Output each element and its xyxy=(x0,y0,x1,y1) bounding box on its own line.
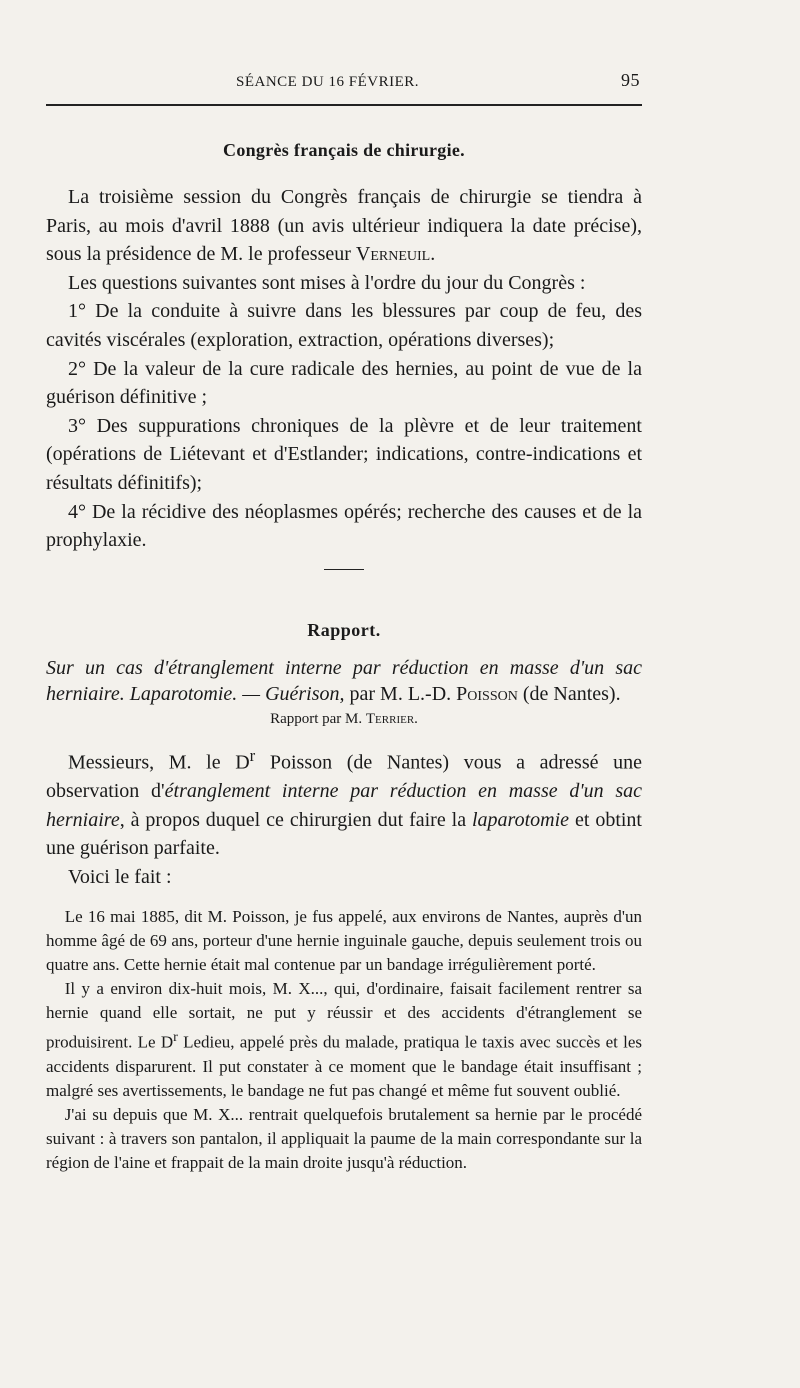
question-2: 2° De la valeur de la cure radicale des hernies, au point de vue de la guérison définitive ; xyxy=(46,357,642,409)
question-3: 3° Des suppurations chroniques de la plèvre et de leur traitement (opérations de Liétevant et d'Estlander; indications, contre-indications et résultats définitifs); xyxy=(46,414,642,494)
italic-text: étranglement interne par réduction en masse d'un sac herniaire xyxy=(46,779,642,831)
paragraph-observation-2 xyxy=(46,977,642,1103)
paragraph-observation-1: Le 16 mai 1885, dit M. Poisson, je fus appelé, aux environs de Nantes, auprès d'un homme âgé de 69 ans, porteur d'une hernie inguinale gauche, depuis seulement trois ou quatre ans. Cette hernie était mal contenue par un bandage irrégulièrement porté. xyxy=(46,907,642,975)
superscript: r xyxy=(249,745,256,765)
text-span: (de Nantes). xyxy=(517,682,621,705)
author-name: Poisson xyxy=(456,682,518,705)
header-rule xyxy=(46,104,642,106)
paragraph-congres-intro xyxy=(46,183,642,269)
text-span: . xyxy=(430,243,436,266)
text-span: Il y a environ dix-huit mois, M. X..., qui, d'ordinaire, faisait facilement rentrer sa hernie quand elle sortait, ne put y réussir et des accidents d'étranglement se produisirent. Le D xyxy=(46,979,642,1052)
paragraph-observation-3: J'ai su depuis que M. X... rentrait quelquefois brutalement sa hernie par le procédé suivant : à travers son pantalon, il appliquait la paume de la main correspondante sur la région de l'aine et frappait de la main droite jusqu'à réduction. xyxy=(46,1105,642,1172)
text-span: Poisson (de Nantes) vous a adressé une observation d' xyxy=(46,751,643,802)
question-4: 4° De la récidive des néoplasmes opérés; recherche des causes et de la prophylaxie. xyxy=(46,500,642,552)
rapport-subtitle xyxy=(46,655,642,707)
section-title-congres: Congrès français de chirurgie. xyxy=(223,140,465,160)
document-page xyxy=(46,70,642,1175)
section-separator xyxy=(324,569,364,570)
author-name: Verneuil xyxy=(355,243,431,266)
text-span: Rapport par M. xyxy=(270,710,366,727)
running-title: SÉANCE DU 16 FÉVRIER. xyxy=(236,74,420,90)
text-span: par M. L.-D. xyxy=(344,682,457,705)
rapport-byline xyxy=(46,711,642,728)
section-title-rapport: Rapport. xyxy=(307,619,381,640)
running-header xyxy=(46,70,642,96)
subtitle-italic: Sur un cas d'étranglement interne par réduction en masse d'un sac herniaire. Laparotomie. — Guérison, xyxy=(46,656,642,705)
text-span: La troisième session du Congrès français de chirurgie se tiendra à Paris, au mois d'avril 1888 (un avis ultérieur indiquera la date précise), sous la présidence de M. le professeur xyxy=(46,186,642,266)
italic-text: laparotomie xyxy=(472,808,570,831)
text-span: , à propos duquel ce chirurgien dut faire la xyxy=(119,808,472,831)
text-span: Messieurs, M. le D xyxy=(68,751,250,774)
text-span: . xyxy=(414,710,418,727)
author-name: Terrier xyxy=(365,710,415,727)
text-span: et obtint une guérison parfaite. xyxy=(46,808,642,860)
question-1: 1° De la conduite à suivre dans les blessures par coup de feu, des cavités viscérales (exploration, extraction, opérations diverses); xyxy=(46,300,642,351)
paragraph-voici: Voici le fait : xyxy=(68,865,172,888)
superscript: r xyxy=(173,1029,178,1046)
page-number: 95 xyxy=(621,70,640,90)
text-span: Ledieu, appelé près du malade, pratiqua le taxis avec succès et les accidents disparurent. Il put constater à ce moment que le bandage était insuffisant ; malgré ses avertissements, le bandage ne fut pas changé et même fut souvent oublié. xyxy=(46,1033,642,1100)
paragraph-messieurs xyxy=(46,742,642,863)
paragraph-questions-intro: Les questions suivantes sont mises à l'ordre du jour du Congrès : xyxy=(68,271,586,294)
